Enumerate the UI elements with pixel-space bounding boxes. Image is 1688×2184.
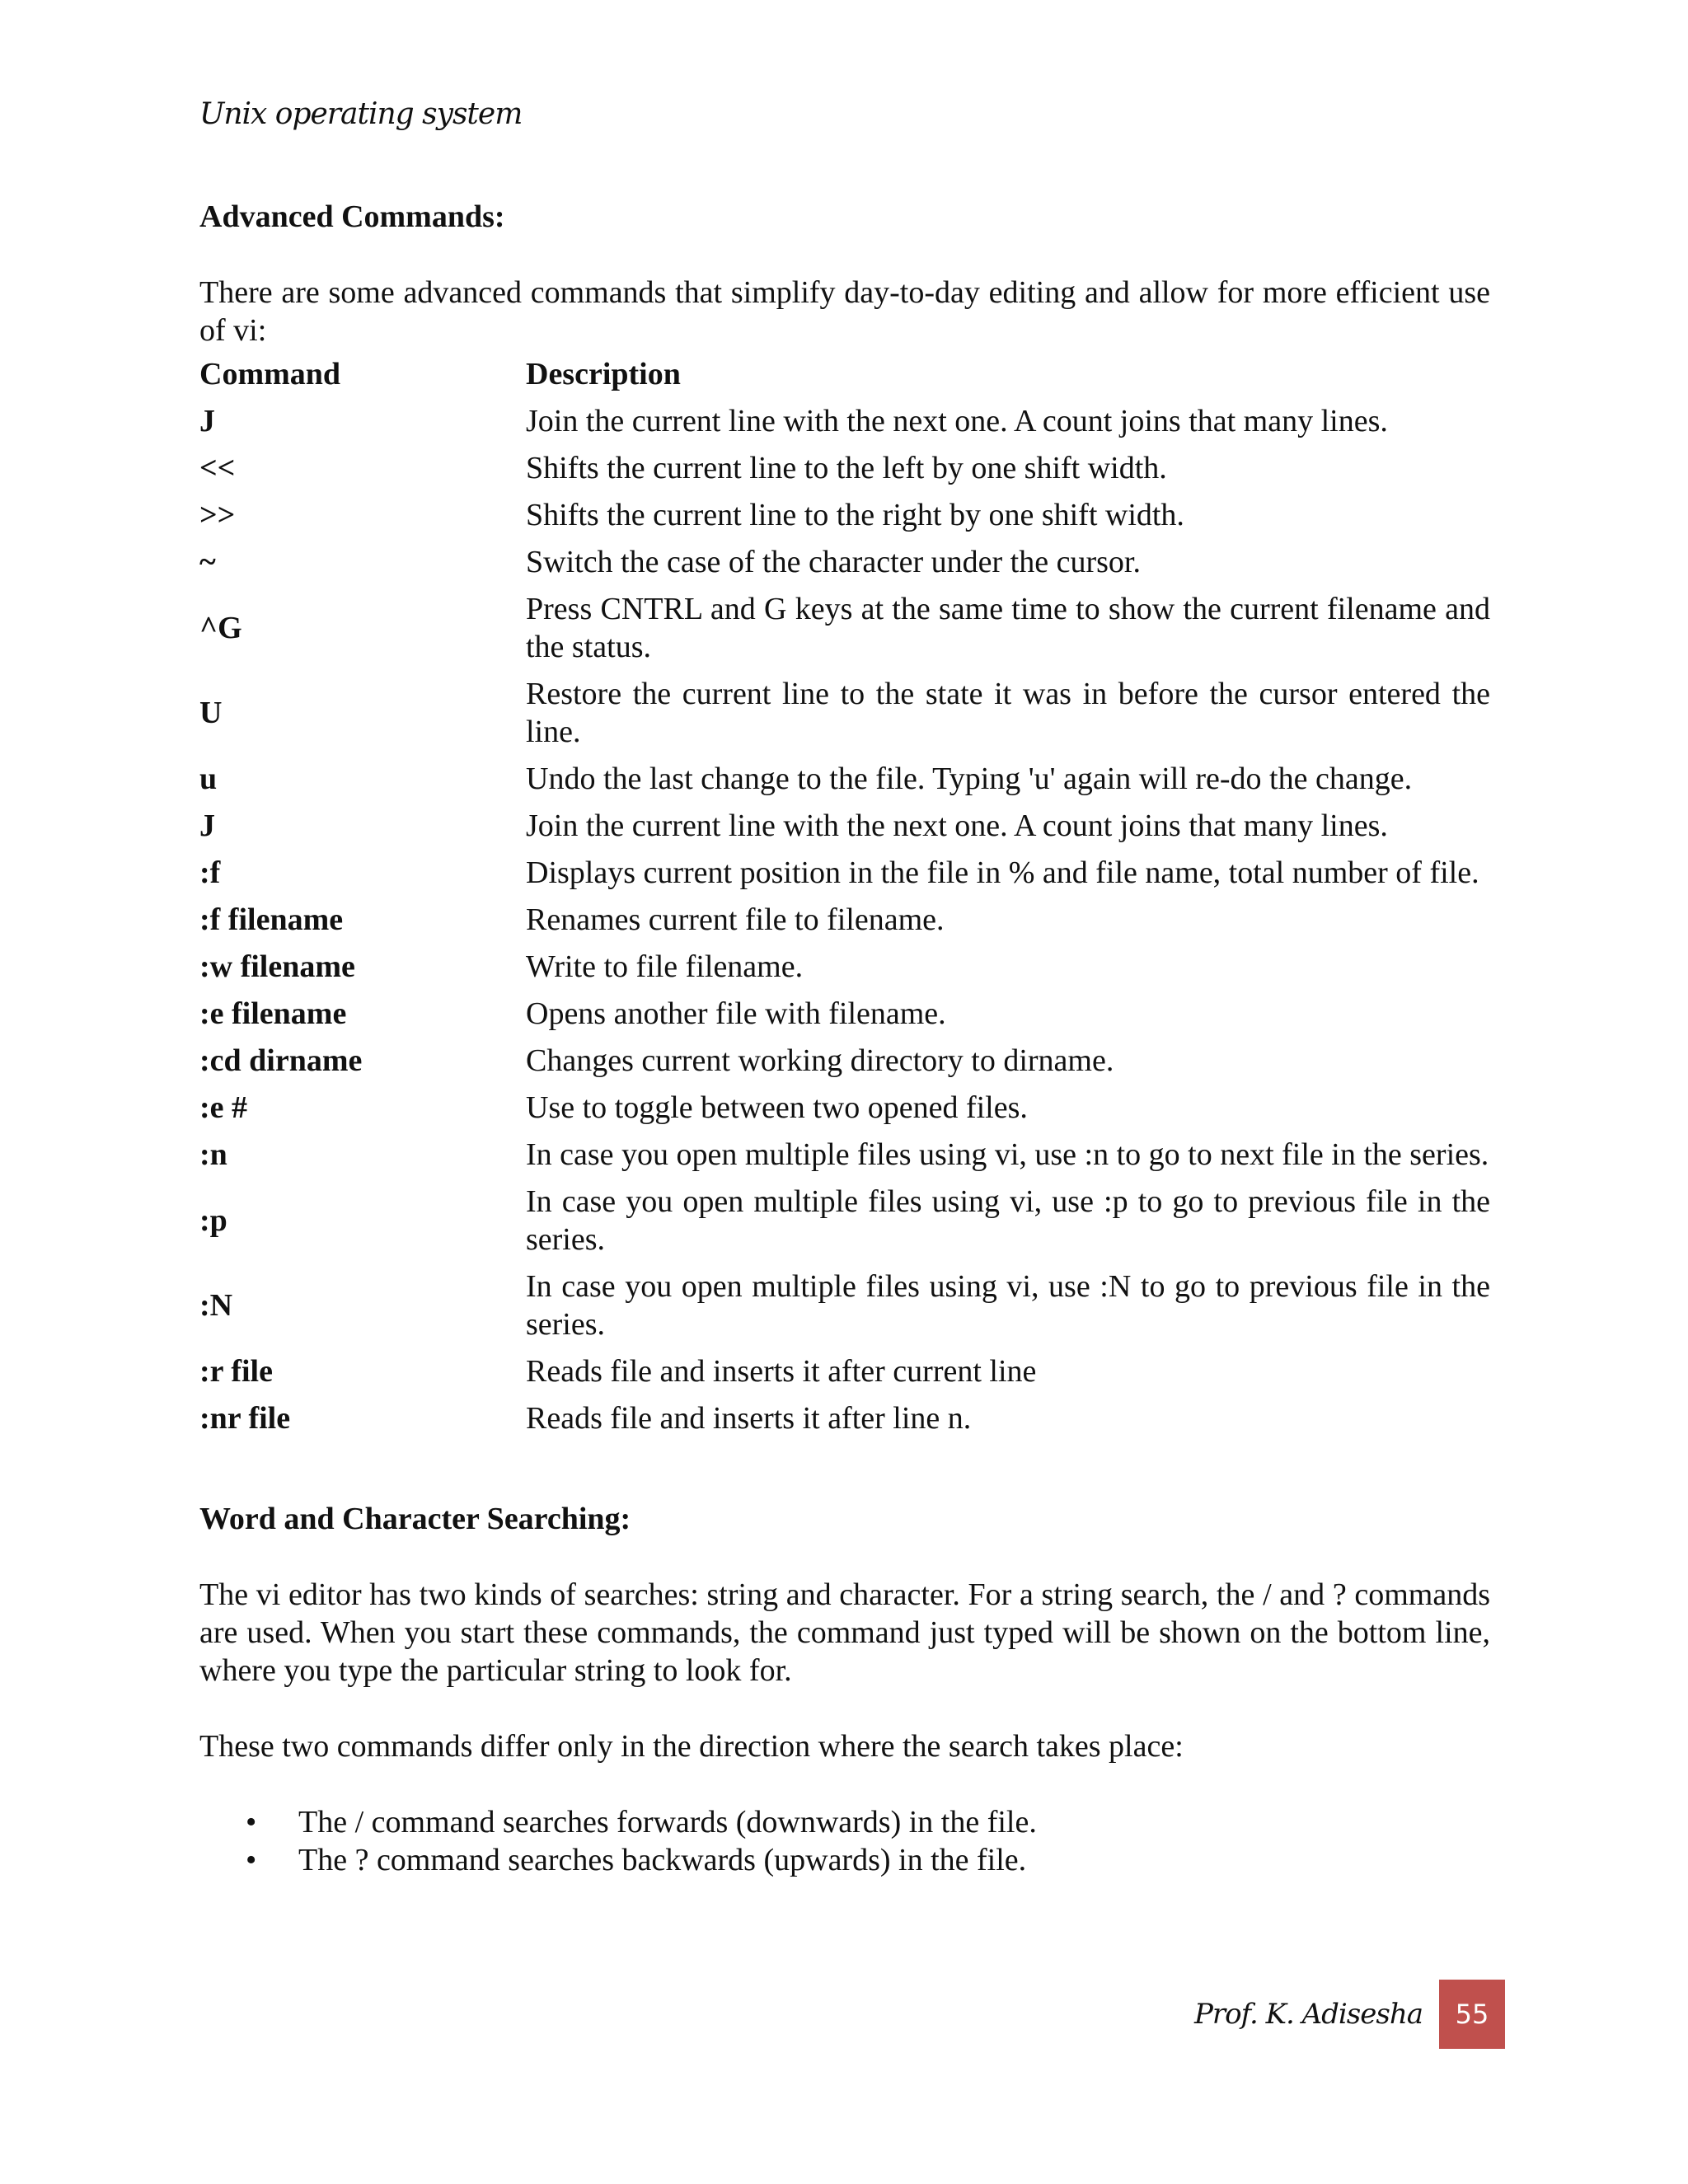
description-cell: Write to file filename. (526, 949, 804, 984)
command-cell: :r file (199, 1354, 273, 1389)
table-row (199, 1263, 1490, 1348)
footer-author: Prof. K. Adisesha (1194, 1998, 1423, 2031)
description-cell: Join the current line with the next one. A count joins that many lines. (526, 404, 1388, 438)
command-cell: :p (199, 1203, 227, 1238)
table-header-row (199, 351, 1490, 398)
page-footer (1194, 1980, 1505, 2049)
list-item-text: The / command searches forwards (downwards) in the file. (298, 1805, 1037, 1840)
table-row (199, 1038, 1490, 1085)
section-heading-searching: Word and Character Searching: (199, 1502, 631, 1536)
table-row (199, 991, 1490, 1038)
table-row (199, 1395, 1490, 1442)
description-cell: Press CNTRL and G keys at the same time to show the current filename and the status. (526, 592, 1490, 664)
command-cell: J (199, 404, 215, 438)
table-body (199, 398, 1490, 1442)
command-cell: >> (199, 498, 236, 532)
search-paragraph-2: These two commands differ only in the direction where the search takes place: (199, 1729, 1184, 1764)
intro-paragraph: There are some advanced commands that simplify day-to-day editing and allow for more efficient use of vi: (199, 275, 1490, 348)
command-cell: :N (199, 1288, 233, 1323)
description-cell: Join the current line with the next one. A count joins that many lines. (526, 808, 1388, 843)
table-row (199, 398, 1490, 445)
description-cell: Switch the case of the character under the cursor. (526, 545, 1141, 579)
table-row (199, 944, 1490, 991)
command-cell: :e # (199, 1090, 248, 1125)
page-content (199, 198, 1490, 1879)
command-cell: :f filename (199, 902, 344, 937)
description-cell: Reads file and inserts it after current line (526, 1354, 1037, 1389)
table-row (199, 1085, 1490, 1132)
description-cell: Restore the current line to the state it was in before the cursor entered the line. (526, 677, 1490, 749)
list-item (199, 1841, 1490, 1879)
table-row (199, 586, 1490, 671)
table-row (199, 1348, 1490, 1395)
command-cell: :e filename (199, 996, 347, 1031)
commands-table (199, 351, 1490, 1442)
description-cell: Displays current position in the file in % and file name, total number of file. (526, 855, 1479, 890)
command-cell: ^G (199, 611, 242, 645)
table-row (199, 897, 1490, 944)
bullet-list (199, 1803, 1490, 1879)
command-cell: :f (199, 855, 221, 890)
command-cell: :cd dirname (199, 1043, 363, 1078)
bullet-icon: • (246, 1805, 257, 1840)
table-row (199, 756, 1490, 803)
description-cell: In case you open multiple files using vi, use :N to go to previous file in the series. (526, 1269, 1490, 1342)
command-cell: U (199, 696, 223, 730)
description-cell: Shifts the current line to the left by one shift width. (526, 451, 1167, 485)
command-cell: u (199, 762, 218, 796)
search-paragraph-1: The vi editor has two kinds of searches: string and character. For a string search, the / and ? commands are used. When you start these commands, the command just typed will be shown on the bottom line, where you type the particular string to look for. (199, 1577, 1490, 1688)
description-cell: Shifts the current line to the right by one shift width. (526, 498, 1184, 532)
column-header-description: Description (526, 357, 681, 391)
table-row (199, 1132, 1490, 1179)
description-cell: Renames current file to filename. (526, 902, 945, 937)
description-cell: Reads file and inserts it after line n. (526, 1401, 972, 1436)
list-item (199, 1803, 1490, 1841)
running-header: Unix operating system (199, 97, 523, 131)
command-cell: ~ (199, 545, 216, 579)
table-row (199, 492, 1490, 539)
command-cell: J (199, 808, 215, 843)
description-cell: Use to toggle between two opened files. (526, 1090, 1028, 1125)
table-row (199, 671, 1490, 756)
description-cell: Opens another file with filename. (526, 996, 946, 1031)
table-row (199, 445, 1490, 492)
table-row (199, 803, 1490, 850)
description-cell: Changes current working directory to dirname. (526, 1043, 1114, 1078)
column-header-command: Command (199, 357, 341, 391)
command-cell: :nr file (199, 1401, 291, 1436)
bullet-icon: • (246, 1843, 257, 1877)
table-row (199, 539, 1490, 586)
description-cell: In case you open multiple files using vi, use :n to go to next file in the series. (526, 1137, 1489, 1172)
command-cell: << (199, 451, 236, 485)
list-item-text: The ? command searches backwards (upwards) in the file. (298, 1843, 1027, 1877)
table-row (199, 1179, 1490, 1263)
table-row (199, 850, 1490, 897)
section-heading-advanced-commands: Advanced Commands: (199, 199, 505, 234)
page-number-badge: 55 (1439, 1980, 1505, 2049)
command-cell: :n (199, 1137, 227, 1172)
description-cell: In case you open multiple files using vi, use :p to go to previous file in the series. (526, 1184, 1490, 1257)
description-cell: Undo the last change to the file. Typing 'u' again will re-do the change. (526, 762, 1413, 796)
command-cell: :w filename (199, 949, 355, 984)
